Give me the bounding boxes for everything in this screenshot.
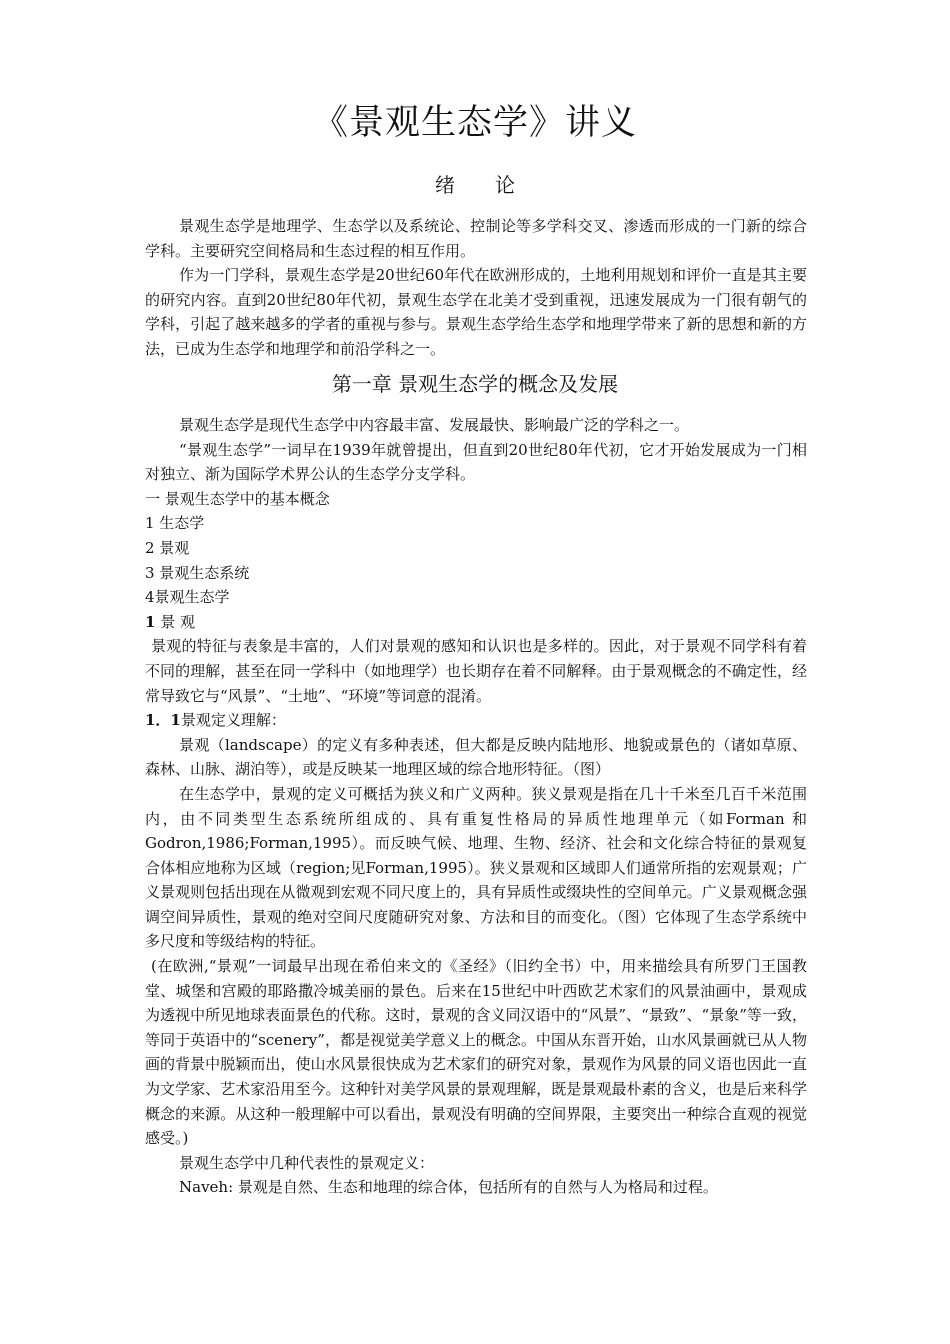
concept-item: 3 景观生态系统 <box>145 563 250 582</box>
concept-item: 4景观生态学 <box>145 588 230 607</box>
subsection-number: 1．1 <box>145 711 181 730</box>
chapter-paragraph: “景观生态学”一词早在1939年就曾提出，但直到20世纪80年代初，它才开始发展成为一门相对独立、渐为国际学术界公认的生态学分支学科。 <box>145 440 807 484</box>
subsection-label: 景 观 <box>160 612 195 631</box>
concept-item: 2 景观 <box>145 538 190 557</box>
introduction-body <box>145 214 807 362</box>
definitions-intro: 景观生态学中几种代表性的景观定义： <box>179 1153 435 1172</box>
definition-paragraph: 在生态学中，景观的定义可概括为狭义和广义两种。狭义景观是指在几十千米至几百千米范围内，由不同类型生态系统所组成的、具有重复性格局的异质性地理单元（如Forman 和Godron,1986;Forman,1995）。而反映气候、地理、生物、经济、社会和文化综合特征的景观复合体相应地称为区域（region;见Forman,1995）。狭义景观和区域即人们通常所指的宏观景观；广义景观则包括出现在从微观到宏观不同尺度上的，具有异质性或缀块性的空间单元。广义景观概念强调空间异质性，景观的绝对空间尺度随研究对象、方法和目的而变化。（图）它体现了生态学系统中多尺度和等级结构的特征。 <box>145 784 807 951</box>
subsection-heading <box>145 708 807 733</box>
naveh-definition: Naveh: 景观是自然、生态和地理的综合体，包括所有的自然与人为格局和过程。 <box>179 1178 718 1197</box>
landscape-paragraph: 景观的特征与表象是丰富的，人们对景观的感知和认识也是多样的。因此，对于景观不同学科有着不同的理解，甚至在同一学科中（如地理学）也长期存在着不同解释。由于景观概念的不确定性，经常导致它与“风景”、“土地”、“环境”等词意的混淆。 <box>145 637 807 705</box>
document-title: 《景观生态学》讲义 <box>312 103 637 143</box>
subsection-number: 1 <box>145 612 156 631</box>
chapter-paragraph: 景观生态学是现代生态学中内容最丰富、发展最快、影响最广泛的学科之一。 <box>179 416 690 434</box>
definition-paragraph: 景观（landscape）的定义有多种表述，但大都是反映内陆地形、地貌或景色的（诸如草原、森林、山脉、湖泊等），或是反映某一地理区域的综合地形特征。（图） <box>145 735 807 779</box>
introduction-heading: 绪 论 <box>435 173 515 197</box>
subsection-heading <box>145 610 807 635</box>
europe-paragraph: (在欧洲,“景观”一词最早出现在希伯来文的《圣经》（旧约全书）中，用来描绘具有所罗门王国教堂、城堡和宫殿的耶路撒冷城美丽的景色。后来在15世纪中叶西欧艺术家们的风景油画中，景观成为透视中所见地球表面景色的代称。这时，景观的含义同汉语中的“风景”、“景致”、“景象”等一致，等同于英语中的“scenery”，都是视觉美学意义上的概念。中国从东晋开始，山水风景画就已从人物画的背景中脱颖而出，使山水风景很快成为艺术家们的研究对象，景观作为风景的同义语也因此一直为文学家、艺术家沿用至今。这种针对美学风景的景观理解，既是景观最朴素的含义，也是后来科学概念的来源。从这种一般理解中可以看出，景观没有明确的空间界限，主要突出一种综合直观的视觉感受。) <box>145 957 807 1148</box>
section-heading: 一 景观生态学中的基本概念 <box>145 489 330 508</box>
chapter-body <box>145 413 807 1200</box>
subsection-label: 景观定义理解： <box>180 711 286 730</box>
intro-paragraph: 作为一门学科，景观生态学是20世纪60年代在欧洲形成的，土地利用规划和评价一直是其主要的研究内容。直到20世纪80年代初，景观生态学在北美才受到重视，迅速发展成为一门很有朝气的学科，引起了越来越多的学者的重视与参与。景观生态学给生态学和地理学带来了新的思想和新的方法，已成为生态学和地理学和前沿学科之一。 <box>145 266 807 358</box>
chapter-title: 第一章 景观生态学的概念及发展 <box>331 372 619 396</box>
concept-item: 1 生态学 <box>145 514 205 533</box>
intro-paragraph: 景观生态学是地理学、生态学以及系统论、控制论等多学科交叉、渗透而形成的一门新的综合学科。主要研究空间格局和生态过程的相互作用。 <box>145 217 807 260</box>
